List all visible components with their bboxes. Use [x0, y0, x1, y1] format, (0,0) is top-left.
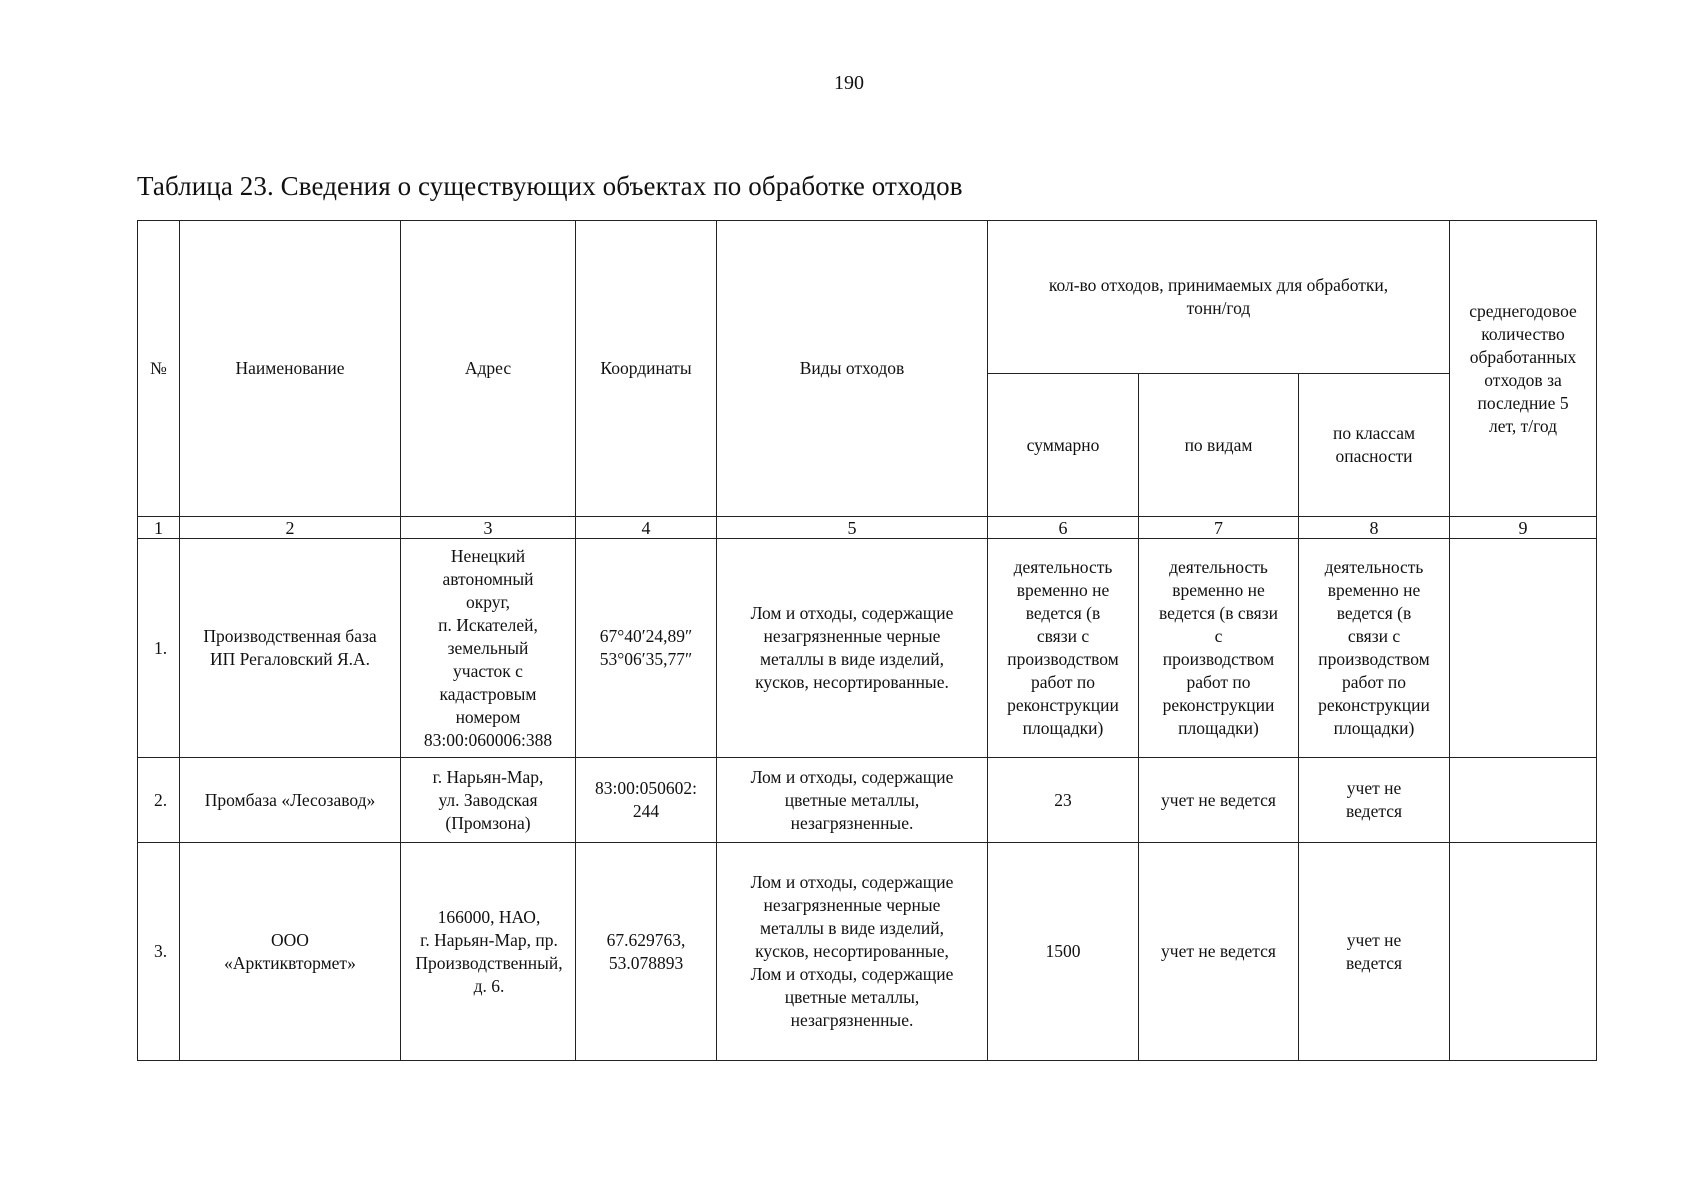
header-by-type: по видам	[1139, 374, 1299, 517]
header-coords: Координаты	[576, 221, 717, 517]
header-qty-group: кол-во отходов, принимаемых для обработки, тонн/год	[988, 221, 1450, 374]
row-num: 2.	[138, 758, 180, 843]
waste-types: Лом и отходы, содержащие цветные металлы, незагрязненные.	[717, 758, 988, 843]
row-num: 3.	[138, 843, 180, 1061]
qty-by-class: деятельность временно не ведется (в связи с производством работ по реконструкции площадки)	[1299, 539, 1450, 758]
facility-address: 166000, НАО, г. Нарьян-Мар, пр. Производственный, д. 6.	[401, 843, 576, 1061]
qty-total: 23	[988, 758, 1139, 843]
page-number: 190	[834, 72, 864, 94]
table-row	[138, 539, 1597, 758]
column-number: 7	[1139, 517, 1299, 539]
column-number: 3	[401, 517, 576, 539]
header-row	[138, 221, 1597, 374]
facility-coords: 67.629763, 53.078893	[576, 843, 717, 1061]
column-number: 5	[717, 517, 988, 539]
column-number: 1	[138, 517, 180, 539]
header-address: Адрес	[401, 221, 576, 517]
qty-by-class: учет не ведется	[1299, 843, 1450, 1061]
qty-by-type: деятельность временно не ведется (в связи с производством работ по реконструкции площадки)	[1139, 539, 1299, 758]
facility-coords: 67°40′24,89″ 53°06′35,77″	[576, 539, 717, 758]
facility-address: Ненецкий автономный округ, п. Искателей, земельный участок с кадастровым номером 83:00:060006:388	[401, 539, 576, 758]
facility-name: Производственная база ИП Регаловский Я.А.	[180, 539, 401, 758]
waste-types: Лом и отходы, содержащие незагрязненные черные металлы в виде изделий, кусков, несортированные.	[717, 539, 988, 758]
qty-by-class: учет не ведется	[1299, 758, 1450, 843]
table-caption: Таблица 23. Сведения о существующих объектах по обработке отходов	[137, 171, 963, 201]
waste-facilities-table	[137, 220, 1597, 1061]
avg-processed	[1450, 843, 1597, 1061]
column-number: 8	[1299, 517, 1450, 539]
facility-name: ООО «Арктиквтормет»	[180, 843, 401, 1061]
facility-name: Промбаза «Лесозавод»	[180, 758, 401, 843]
header-total: суммарно	[988, 374, 1139, 517]
header-num: №	[138, 221, 180, 517]
qty-total: деятельность временно не ведется (в связи с производством работ по реконструкции площадки)	[988, 539, 1139, 758]
column-number: 6	[988, 517, 1139, 539]
avg-processed	[1450, 539, 1597, 758]
column-number: 2	[180, 517, 401, 539]
column-number: 4	[576, 517, 717, 539]
avg-processed	[1450, 758, 1597, 843]
table-row	[138, 758, 1597, 843]
header-name: Наименование	[180, 221, 401, 517]
header-avg: среднегодовое количество обработанных отходов за последние 5 лет, т/год	[1450, 221, 1597, 517]
waste-types: Лом и отходы, содержащие незагрязненные черные металлы в виде изделий, кусков, несортированные, Лом и отходы, содержащие цветные металлы, незагрязненные.	[717, 843, 988, 1061]
column-number-row	[138, 517, 1597, 539]
qty-by-type: учет не ведется	[1139, 758, 1299, 843]
qty-total: 1500	[988, 843, 1139, 1061]
row-num: 1.	[138, 539, 180, 758]
table-row	[138, 843, 1597, 1061]
column-number: 9	[1450, 517, 1597, 539]
header-by-class: по классам опасности	[1299, 374, 1450, 517]
qty-by-type: учет не ведется	[1139, 843, 1299, 1061]
facility-coords: 83:00:050602: 244	[576, 758, 717, 843]
header-waste-types: Виды отходов	[717, 221, 988, 517]
facility-address: г. Нарьян-Мар, ул. Заводская (Промзона)	[401, 758, 576, 843]
